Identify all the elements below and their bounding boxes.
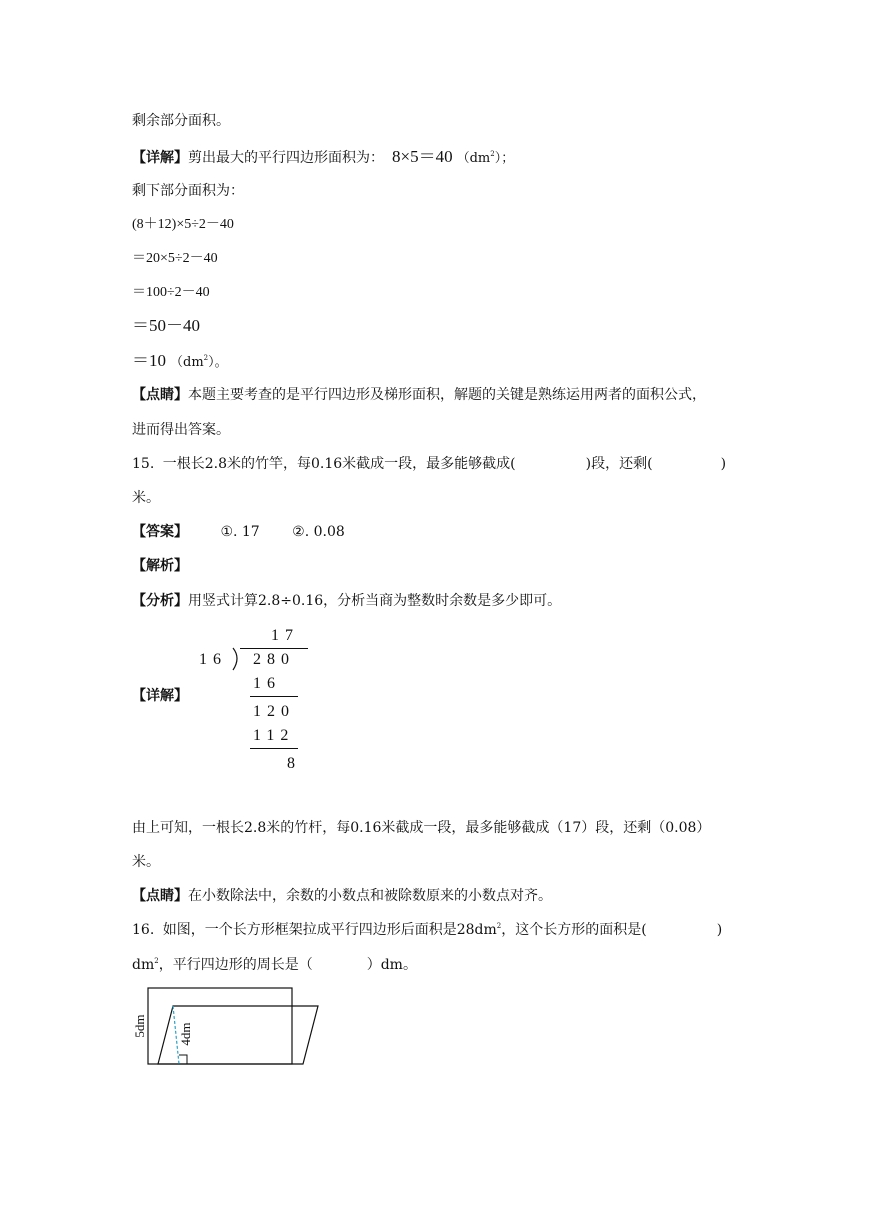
rectangle-parallelogram-figure <box>128 984 328 1070</box>
calc-line-2: ＝20×5÷2－40 <box>132 251 218 266</box>
answer-line <box>132 522 345 542</box>
analysis-tag: 【解析】 <box>132 558 188 574</box>
text-line: 剩余部分面积。 <box>132 113 230 129</box>
note-tag: 【点睛】 <box>132 387 188 403</box>
rectangle-frame <box>148 988 292 1064</box>
calc-line-4: ＝50－40 <box>132 316 200 335</box>
division-step-3: 112 <box>253 727 295 744</box>
calc-line-1: (8＋12)×5÷2－40 <box>132 217 234 232</box>
division-line <box>250 696 298 697</box>
division-remainder: 8 <box>287 755 301 772</box>
height-label: 4dm <box>178 1022 193 1046</box>
formula: 8×5＝40 <box>392 147 453 166</box>
side-label: 5dm <box>132 1014 147 1038</box>
division-bracket <box>230 647 244 671</box>
note-line-15: 【点睛】在小数除法中，余数的小数点和被除数原来的小数点对齐。 <box>132 888 552 904</box>
division-bar <box>240 648 308 649</box>
note-line: 【点睛】本题主要考查的是平行四边形及梯形面积，解题的关键是熟练运用两者的面积公式， <box>132 387 706 403</box>
analysis-line: 【分析】用竖式计算2.8÷0.16，分析当商为整数时余数是多少即可。 <box>132 593 562 609</box>
conclusion-line: 由上可知，一根长2.8米的竹杆，每0.16米截成一段，最多能够截成（17）段，还剩（0.08） <box>132 820 711 836</box>
right-angle-mark <box>179 1055 187 1064</box>
question-15: 15. 一根长2.8米的竹竿，每0.16米截成一段，最多能够截成( )段，还剩( ) <box>132 456 727 472</box>
answer-tag: 【答案】 <box>132 524 188 540</box>
division-dividend: 280 <box>253 651 295 668</box>
detail-tag: 【详解】 <box>132 150 188 166</box>
division-step-2: 120 <box>253 703 295 720</box>
detail-line: 【详解】剪出最大的平行四边形面积为： 8×5＝40 $(dm^2)$； <box>132 147 515 166</box>
answer-1: ①. 17 <box>220 524 260 540</box>
division-line <box>250 748 298 749</box>
question-16-line2: $dm^2$，平行四边形的周长是（ ）dm。 <box>132 957 417 973</box>
note-tag: 【点睛】 <box>132 888 188 904</box>
division-divisor: 16 <box>199 651 227 668</box>
text-line: 剩下部分面积为： <box>132 183 244 199</box>
calc-line-5: ＝10 $(dm^2)$。 <box>132 351 228 370</box>
detail-tag-15: 【详解】 <box>132 688 188 704</box>
question-16: 16. 如图，一个长方形框架拉成平行四边形后面积是$28dm^2$，这个长方形的面积是( ) <box>132 922 723 938</box>
question-15-line2: 米。 <box>132 490 160 506</box>
question-number: 15. <box>132 456 155 472</box>
calc-line-3: ＝100÷2－40 <box>132 285 210 300</box>
answer-2: ②. 0.08 <box>292 524 345 540</box>
fenxi-tag: 【分析】 <box>132 593 188 609</box>
conclusion-line-2: 米。 <box>132 854 160 870</box>
division-quotient: 17 <box>271 627 299 644</box>
question-number: 16. <box>132 922 155 938</box>
division-step-1: 16 <box>253 675 281 692</box>
note-line-2: 进而得出答案。 <box>132 422 230 438</box>
